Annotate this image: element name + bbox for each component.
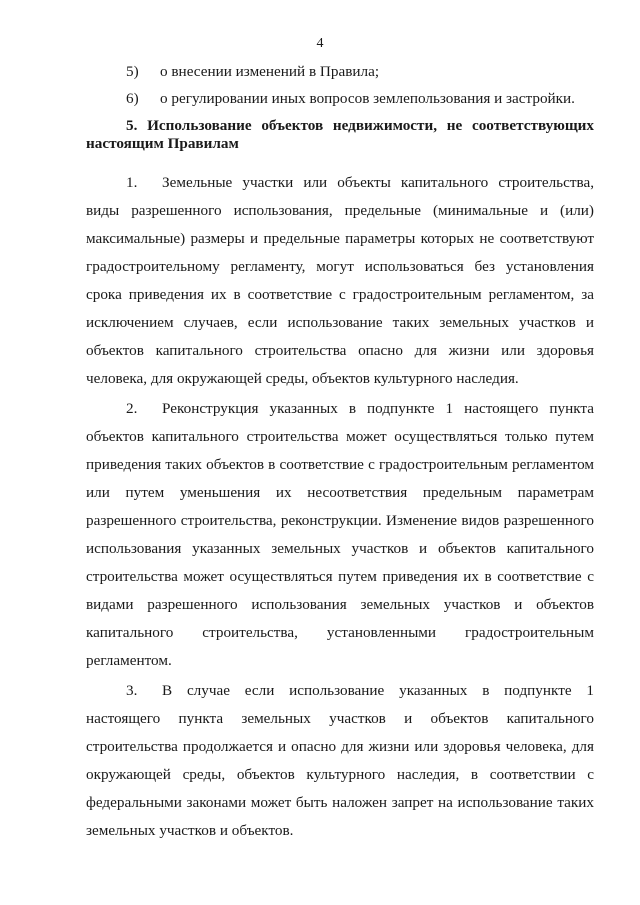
list-item-text: о внесении изменений в Правила;: [160, 63, 380, 80]
list-item-number: 5): [126, 63, 139, 80]
paragraph-number: 1.: [126, 174, 138, 191]
list-item-text: о регулировании иных вопросов землепользования и застройки.: [160, 90, 575, 107]
paragraph-text: В случае если использование указанных в подпункте 1 настоящего пункта земельных участков и объектов капитального строительства продолжается и опасно для жизни или здоровья человека, для окружающей среды, объектов культурного наследия, в соответствии с федеральными законами может быть наложен запрет на использование таких земельных участков и объектов.: [86, 682, 594, 839]
list-item-number: 6): [126, 90, 139, 107]
page-content: [86, 58, 594, 845]
paragraph-number: 2.: [126, 400, 138, 417]
paragraph: [86, 169, 594, 393]
paragraph: [86, 395, 594, 675]
paragraph-text: Земельные участки или объекты капитального строительства, виды разрешенного использования, предельные (минимальные и (или) максимальные) размеры и предельные параметры которых не соответствуют градостроительному регламенту, могут использоваться без установления срока приведения их в соответствие с градостроительным регламентом, за исключением случаев, если использование таких земельных участков и объектов капитального строительства опасно для жизни или здоровья человека, для окружающей среды, объектов культурного наследия.: [86, 174, 594, 387]
paragraph-text: Реконструкция указанных в подпункте 1 настоящего пункта объектов капитального строительства может осуществляться только путем приведения таких объектов в соответствие с градостроительным регламентом или путем уменьшения их несоответствия предельным параметрам разрешенного строительства, реконструкции. Изменение видов разрешенного использования указанных земельных участков и объектов капитального строительства может осуществляться путем приведения их в соответствие с видами разрешенного использования земельных участков и объектов капитального строительства, установленными градостроительным регламентом.: [86, 400, 594, 669]
list-item: [86, 58, 594, 85]
paragraph: [86, 677, 594, 845]
section-heading: 5. Использование объектов недвижимости, не соответствующих настоящим Правилам: [86, 117, 594, 152]
paragraph-number: 3.: [126, 682, 138, 699]
list-item: [86, 85, 594, 112]
page-number: 4: [316, 36, 324, 51]
